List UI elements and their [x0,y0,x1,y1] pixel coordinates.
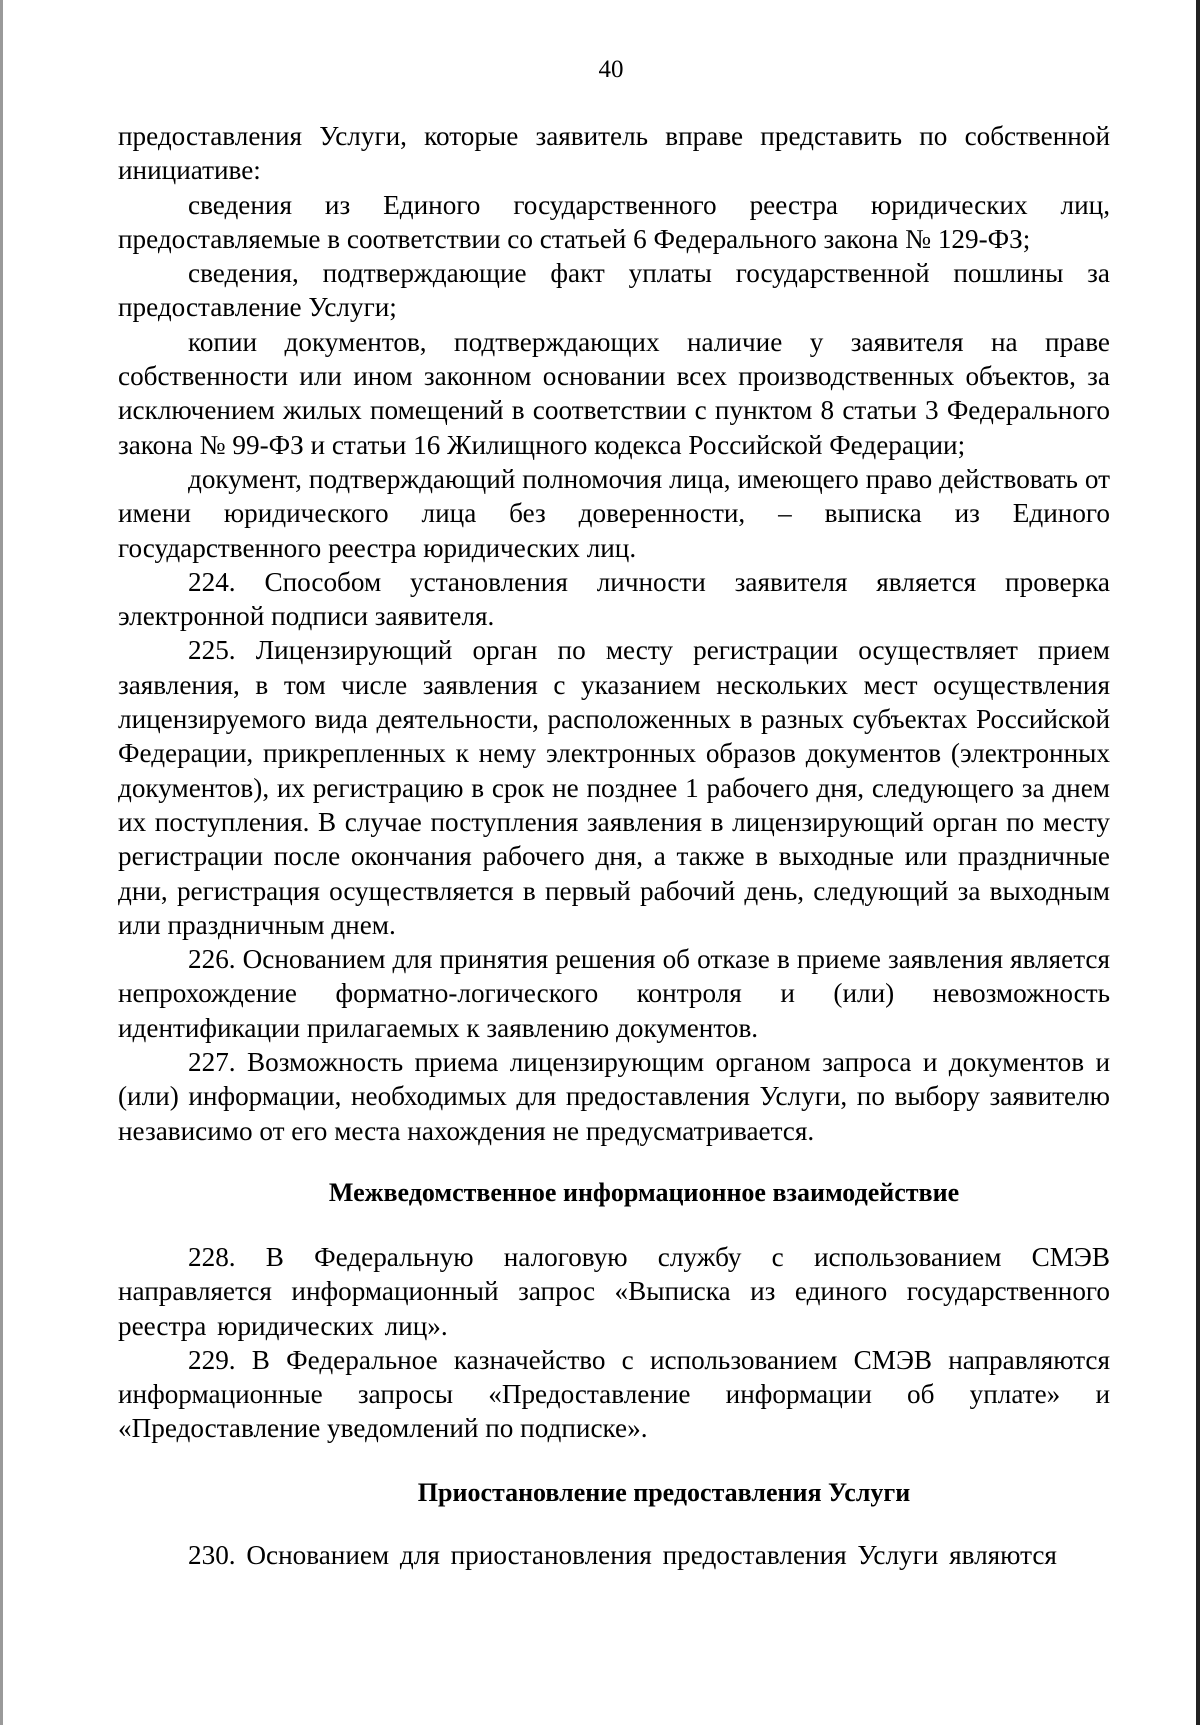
paragraph-230: 230. Основанием для приостановления предоставления Услуги являются [188,1539,1057,1570]
paragraph-226: 226. Основанием для принятия решения об отказе в приеме заявления является непрохождение форматно-логического контроля и (или) невозможность идентификации прилагаемых к заявлению документов. [118,944,1110,1043]
paragraph-egrul-info: сведения из Единого государственного реестра юридических лиц, предоставляемые в соответствии со статьей 6 Федерального закона № 129-ФЗ; [118,189,1110,254]
page-number: 40 [598,56,624,83]
scan-right-edge [1196,0,1200,1725]
paragraph-225: 225. Лицензирующий орган по месту регистрации осуществляет прием заявления, в том числе заявления с указанием нескольких мест осуществления лицензируемого вида деятельности, расположенных в разных субъектах Российской Федерации, прикрепленных к нему электронных образов документов (электронных документов), их регистрацию в срок не позднее 1 рабочего дня, следующего за днем их поступления. В случае поступления заявления в лицензирующий орган по месту регистрации после окончания рабочего дня, а также в выходные или праздничные дни, регистрация осуществляется в первый рабочий день, следующий за выходным или праздничным днем. [118,635,1110,940]
paragraph-228: 228. В Федеральную налоговую службу с использованием СМЭВ направляется информационный запрос «Выписка из единого государственного реестра юридических лиц». [118,1241,1110,1341]
paragraph-fee-payment: сведения, подтверждающие факт уплаты государственной пошлины за предоставление Услуги; [118,258,1110,323]
paragraph-continuation: предоставления Услуги, которые заявитель вправе представить по собственной инициативе: [118,121,1110,186]
paragraph-224: 224. Способом установления личности заявителя является проверка электронной подписи заявителя. [118,566,1110,632]
section-heading-suspension: Приостановление предоставления Услуги [417,1477,911,1507]
scan-left-edge [0,0,3,1725]
document-body [118,119,1110,1572]
paragraph-229: 229. В Федеральное казначейство с использованием СМЭВ направляются информационные запросы «Предоставление информации об уплате» и «Предоставление уведомлений по подписке». [118,1344,1110,1444]
paragraph-227: 227. Возможность приема лицензирующим органом запроса и документов и (или) информации, необходимых для предоставления Услуги, по выбору заявителю независимо от его места нахождения не предусматривается. [118,1047,1110,1146]
section-heading-interagency: Межведомственное информационное взаимодействие [328,1177,960,1207]
paragraph-property-copies: копии документов, подтверждающих наличие у заявителя на праве собственности или ином законном основании всех производственных объектов, за исключением жилых помещений в соответствии с пунктом 8 статьи 3 Федерального закона № 99-ФЗ и статьи 16 Жилищного кодекса Российской Федерации; [118,326,1110,460]
paragraph-authority-document: документ, подтверждающий полномочия лица, имеющего право действовать от имени юридического лица без доверенности, – выписка из Единого государственного реестра юридических лиц. [118,463,1110,563]
